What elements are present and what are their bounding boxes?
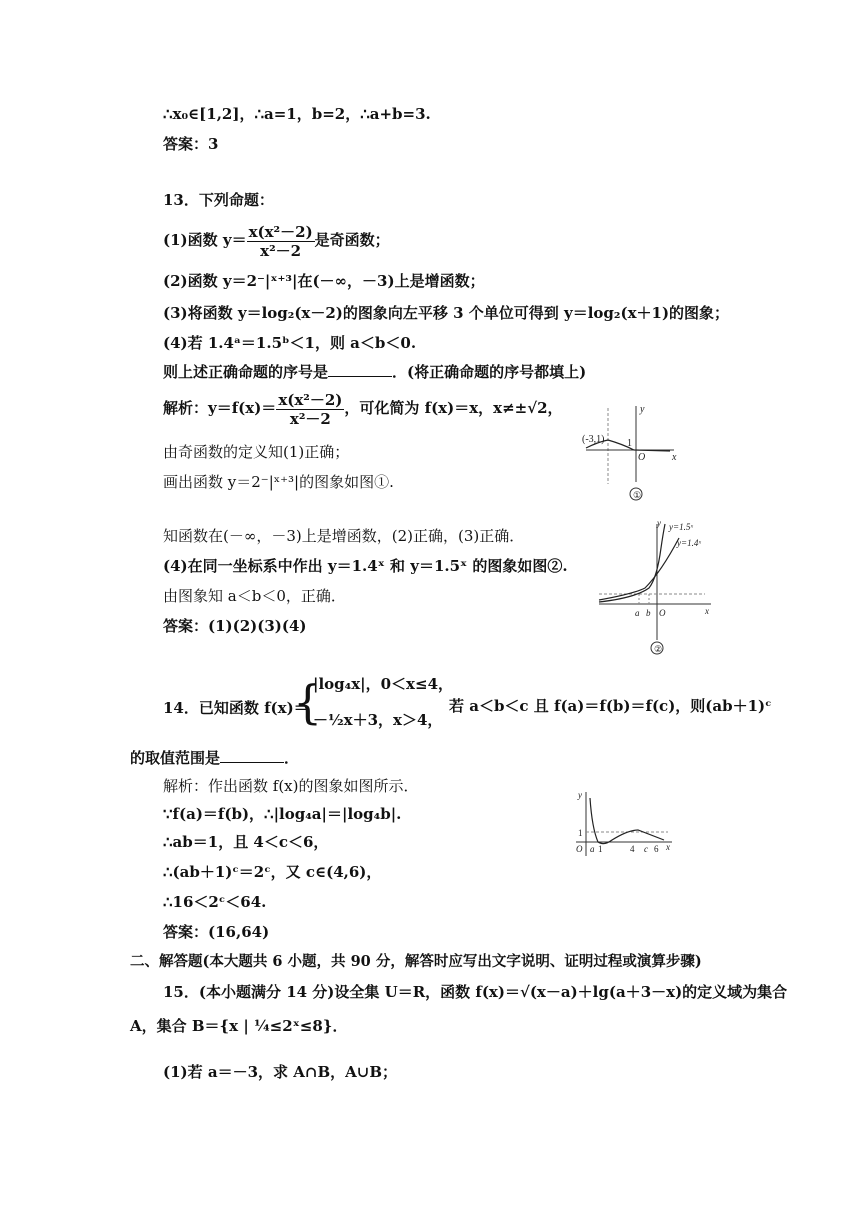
a-label: a bbox=[590, 844, 595, 854]
text-line: 知函数在(－∞，－3)上是增函数，(2)正确，(3)正确． bbox=[163, 527, 525, 545]
text-line: ∵f(a)＝f(b)，∴|log₄a|＝|log₄b|. bbox=[163, 805, 402, 823]
text-line: ∴ab＝1，且 4＜c＜6， bbox=[163, 833, 329, 851]
y-label: y bbox=[657, 518, 661, 528]
origin-label: O bbox=[576, 844, 583, 854]
text-line: A，集合 B＝{x | ¼≤2ˣ≤8}． bbox=[130, 1017, 348, 1035]
question-suffix: ．(将正确命题的序号都填上) bbox=[392, 363, 587, 381]
curve-1-5x bbox=[599, 524, 665, 602]
piece-2: －½x＋3，x＞4， bbox=[313, 711, 443, 729]
c-label: c bbox=[644, 844, 648, 854]
one-label: 1 bbox=[578, 828, 583, 838]
numerator: x(x²－2) bbox=[248, 222, 313, 241]
figure-1 bbox=[582, 398, 682, 502]
answer-line: 答案：(1)(2)(3)(4) bbox=[163, 617, 307, 635]
x-label: x bbox=[672, 452, 677, 463]
question-line bbox=[130, 748, 299, 768]
six-label: 6 bbox=[654, 844, 659, 854]
denominator: x²－2 bbox=[260, 241, 302, 260]
origin-label: O bbox=[638, 452, 646, 463]
text-line: 解析：作出函数 f(x)的图象如图所示． bbox=[163, 777, 419, 795]
solution-suffix: ，可化简为 f(x)＝x，x≠±√2， bbox=[344, 399, 563, 417]
section-heading: 二、解答题(本大题共 6 小题，共 90 分，解答时应写出文字说明、证明过程或演算步骤) bbox=[130, 953, 702, 970]
fraction bbox=[247, 223, 315, 260]
x-label: x bbox=[666, 842, 670, 852]
curve-2-label: y=1.4ˣ bbox=[677, 538, 701, 548]
answer-line: 答案：(16,64) bbox=[163, 923, 270, 941]
brace: { bbox=[293, 675, 323, 729]
one-tick-label: 1 bbox=[598, 844, 603, 854]
problem-14-prefix: 14．已知函数 f(x)＝ bbox=[163, 699, 309, 717]
figure-3 bbox=[568, 788, 680, 862]
answer-blank bbox=[328, 362, 392, 377]
curve-1-4x bbox=[599, 538, 679, 600]
curve bbox=[590, 798, 664, 844]
question-line bbox=[163, 362, 586, 382]
solution-prefix: 解析：y＝f(x)＝ bbox=[163, 399, 277, 417]
origin-label: O bbox=[659, 608, 666, 618]
solution-line bbox=[163, 390, 563, 428]
curve-1-label: y=1.5ˣ bbox=[669, 522, 693, 532]
statement-2: (2)函数 y＝2⁻|ˣ⁺³|在(－∞，－3)上是增函数； bbox=[163, 272, 485, 290]
text-line: 画出函数 y＝2⁻|ˣ⁺³|的图象如图①. bbox=[163, 473, 394, 491]
text-line: (4)在同一坐标系中作出 y＝1.4ˣ 和 y＝1.5ˣ 的图象如图②. bbox=[163, 557, 568, 575]
question-prefix: 的取值范围是 bbox=[130, 749, 221, 767]
piece-1: |log₄x|，0＜x≤4， bbox=[313, 675, 454, 693]
answer-blank bbox=[220, 748, 284, 763]
statement-4: (4)若 1.4ᵃ＝1.5ᵇ＜1，则 a＜b＜0. bbox=[163, 334, 417, 352]
fraction bbox=[276, 391, 344, 428]
point-label: (-3,1) bbox=[582, 434, 605, 445]
question-suffix: ． bbox=[284, 749, 300, 767]
denominator: x²－2 bbox=[289, 409, 331, 428]
y-label: y bbox=[640, 404, 645, 415]
figure-2 bbox=[595, 518, 715, 658]
problem-15-part-1: (1)若 a＝－3，求 A∩B，A∪B； bbox=[163, 1063, 398, 1081]
statement-3: (3)将函数 y＝log₂(x－2)的图象向左平移 3 个单位可得到 y＝log₂(x＋1)的图象； bbox=[163, 304, 730, 322]
text-line: 由奇函数的定义知(1)正确； bbox=[163, 443, 350, 461]
y-label: y bbox=[578, 790, 582, 800]
four-label: 4 bbox=[630, 844, 635, 854]
text-line: ∴(ab＋1)ᶜ＝2ᶜ，又 c∈(4,6)， bbox=[163, 863, 382, 881]
caption-label: ① bbox=[633, 490, 642, 500]
problem-15-statement: 15．(本小题满分 14 分)设全集 U＝R，函数 f(x)＝√(x－a)＋lg(a＋3－x)的定义域为集合 bbox=[163, 983, 788, 1001]
x-label: x bbox=[705, 606, 709, 616]
problem-14-condition: 若 a＜b＜c 且 f(a)＝f(b)＝f(c)，则(ab＋1)ᶜ bbox=[449, 697, 772, 715]
text-line: ∴x₀∈[1,2]，∴a=1，b=2，∴a+b=3. bbox=[163, 105, 431, 123]
statement-1 bbox=[163, 222, 390, 260]
caption-label: ② bbox=[654, 644, 663, 654]
one-label: 1 bbox=[627, 438, 632, 449]
statement-1-suffix: 是奇函数； bbox=[314, 231, 390, 249]
text-line: 由图象知 a＜b＜0，正确． bbox=[163, 587, 346, 605]
answer-line: 答案：3 bbox=[163, 135, 219, 153]
question-prefix: 则上述正确命题的序号是 bbox=[163, 363, 329, 381]
statement-1-prefix: (1)函数 y＝ bbox=[163, 231, 247, 249]
text-line: ∴16＜2ᶜ＜64. bbox=[163, 893, 267, 911]
numerator: x(x²－2) bbox=[278, 390, 343, 409]
a-label: a bbox=[635, 608, 640, 618]
problem-13-heading: 13．下列命题： bbox=[163, 191, 274, 209]
b-label: b bbox=[646, 608, 651, 618]
